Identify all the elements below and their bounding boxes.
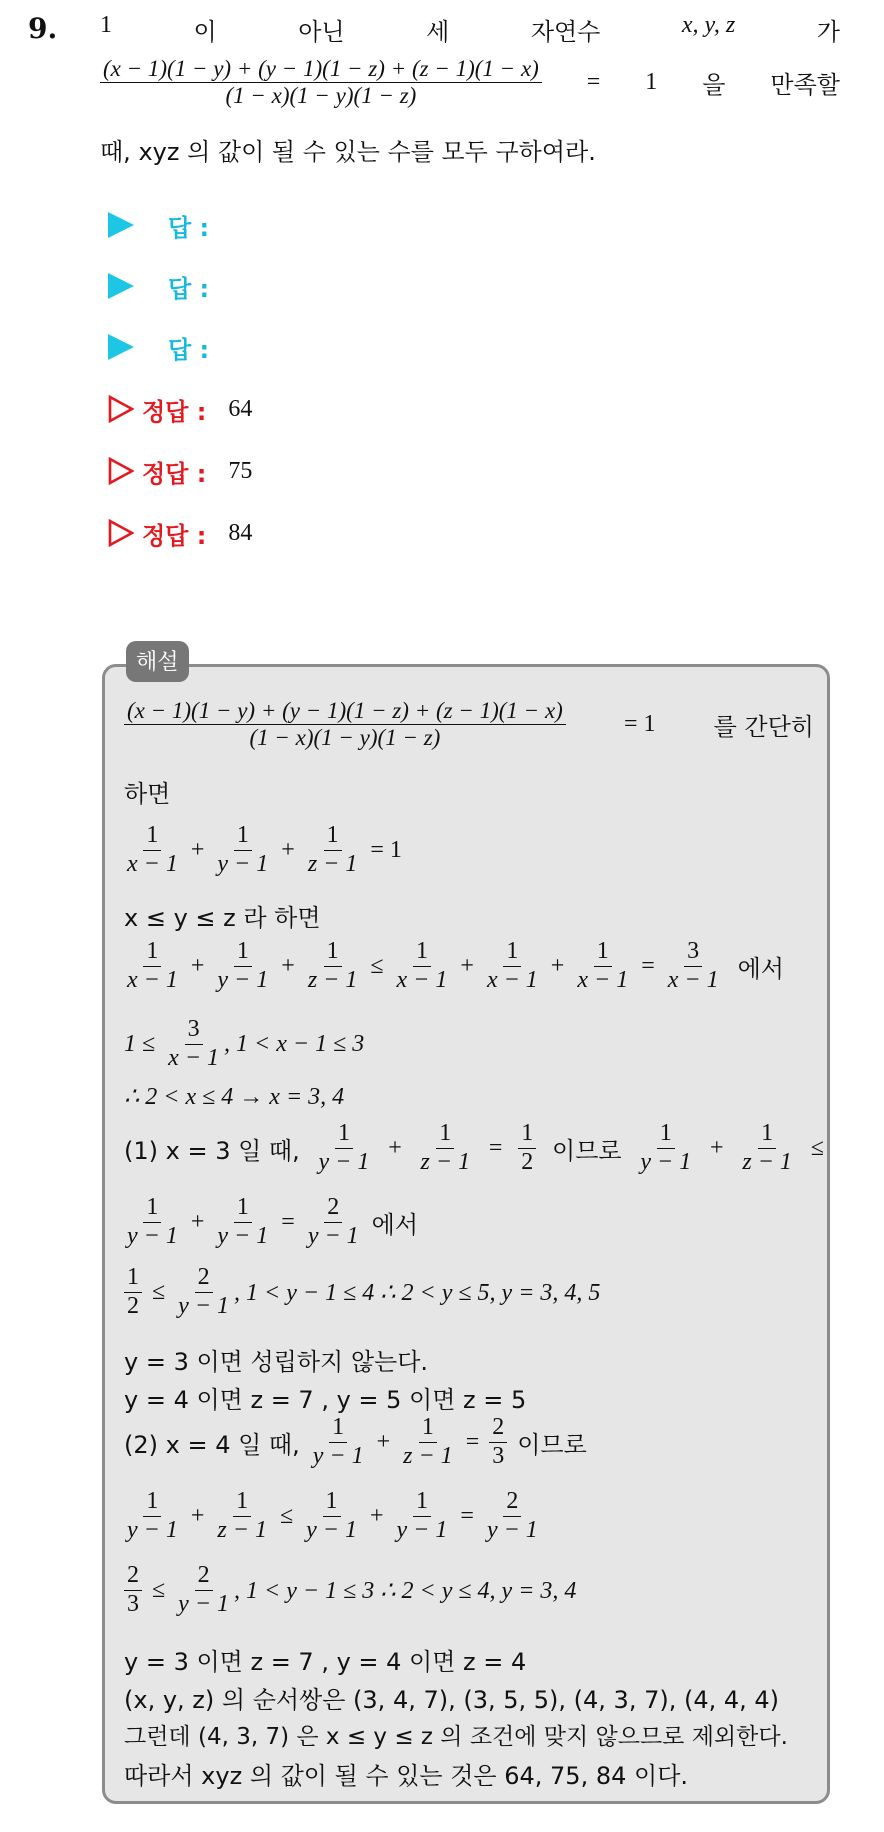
fraction-denominator: (1 − x)(1 − y)(1 − z) (225, 83, 417, 109)
fraction (305, 822, 361, 878)
fraction-denominator: x − 1 (667, 966, 719, 993)
answer-label: 답 : (168, 335, 210, 364)
fraction-denominator: y − 1 (640, 1148, 692, 1175)
solution-line-17: (x, y, z) 의 순서쌍은 (3, 4, 7), (3, 5, 5), (4, 3, 7), (4, 4, 4) (124, 1686, 780, 1714)
fraction (316, 1120, 373, 1176)
fraction-numerator: 1 (518, 1120, 536, 1149)
fraction-numerator: 3 (684, 938, 702, 967)
play-triangle-icon (108, 334, 134, 360)
fraction-denominator: x − 1 (577, 966, 629, 993)
inequality-tail: , 1 < y − 1 ≤ 4 ∴ 2 < y ≤ 5, y = 3, 4, 5 (234, 1279, 601, 1306)
fraction-denominator: x − 1 (127, 850, 178, 877)
fraction (124, 1562, 142, 1618)
fraction (124, 822, 181, 878)
correct-answer-row (108, 454, 252, 488)
fraction (518, 1120, 536, 1176)
fraction (489, 1414, 507, 1470)
fraction-numerator: 2 (324, 1194, 342, 1223)
plus-sign: + (550, 952, 565, 979)
fraction-denominator: y − 1 (306, 1516, 357, 1543)
fraction (214, 822, 271, 878)
fraction-numerator: 1 (143, 1488, 161, 1517)
correct-answer-row (108, 392, 252, 426)
fraction-denominator: x − 1 (486, 966, 538, 993)
equals-sign: = (281, 1208, 295, 1235)
plus-sign: + (190, 1502, 205, 1529)
fraction (665, 938, 722, 994)
solution-line-5 (124, 938, 784, 994)
play-triangle-icon (108, 273, 134, 299)
fraction-denominator: y − 1 (312, 1442, 364, 1469)
answer-blank-row[interactable] (108, 269, 209, 303)
fraction-denominator: x − 1 (127, 966, 178, 993)
fraction-denominator: z − 1 (742, 1148, 792, 1175)
fraction-denominator: z − 1 (217, 1516, 267, 1543)
fraction (124, 1264, 142, 1320)
plus-sign: + (460, 952, 474, 979)
fraction-numerator: 1 (324, 938, 342, 967)
solution-line-9 (124, 1194, 418, 1250)
fraction-denominator: y − 1 (318, 1148, 370, 1175)
equals-one: = 1 (370, 836, 402, 863)
solution-line-8 (124, 1120, 824, 1176)
equals-sign: = (460, 1502, 474, 1529)
plus-sign: + (376, 1428, 391, 1455)
solution-line-18: 그런데 (4, 3, 7) 은 x ≤ y ≤ z 의 조건에 맞지 않으므로 제외한다. (124, 1724, 788, 1750)
fraction-numerator: 1 (234, 938, 252, 967)
fraction-denominator: z − 1 (307, 966, 358, 993)
equals-sign: = (641, 952, 655, 979)
fraction-numerator: 1 (143, 822, 161, 851)
correct-label: 정답 : (142, 521, 207, 550)
fraction (574, 938, 631, 994)
fraction-numerator: 1 (124, 1264, 142, 1293)
fraction-denominator: z − 1 (420, 1148, 471, 1175)
solution-text: 이므로 (517, 1430, 587, 1459)
fraction-denominator: y − 1 (217, 850, 269, 877)
number-one: 1 (645, 69, 658, 96)
fraction-numerator: 1 (419, 1414, 437, 1443)
solution-line-3 (124, 822, 402, 878)
fraction (124, 1194, 181, 1250)
fraction-denominator: (1 − x)(1 − y)(1 − z) (249, 725, 441, 751)
solution-line-2: 하면 (124, 780, 171, 808)
answer-blank-row[interactable] (108, 330, 209, 364)
fraction-denominator: z − 1 (307, 850, 358, 877)
leq-sign: ≤ (279, 1502, 294, 1529)
solution-line-14 (124, 1488, 541, 1544)
correct-answer-row (108, 516, 252, 550)
fraction (305, 1194, 362, 1250)
fraction-numerator: 1 (503, 938, 521, 967)
fraction (124, 938, 181, 994)
fraction (214, 1194, 271, 1250)
outline-triangle-icon (108, 395, 134, 423)
fraction-denominator: 3 (492, 1442, 505, 1469)
fraction (484, 938, 541, 994)
inequality-head: 1 ≤ (124, 1030, 156, 1057)
fraction-numerator: 1 (143, 938, 161, 967)
solution-text: 이므로 (552, 1136, 622, 1165)
fraction-numerator: 2 (195, 1562, 213, 1591)
fraction (418, 1120, 474, 1176)
problem-word: 을 (702, 71, 726, 100)
fraction-numerator: 1 (413, 938, 431, 967)
fraction-denominator: y − 1 (396, 1516, 448, 1543)
solution-text: 에서 (371, 1210, 419, 1239)
solution-line-15 (124, 1562, 576, 1618)
answer-blank-row[interactable] (108, 208, 209, 242)
fraction-denominator: y − 1 (217, 1222, 269, 1249)
plus-sign: + (710, 1134, 724, 1161)
solution-line-12: y = 4 이면 z = 7 , y = 5 이면 z = 5 (124, 1386, 527, 1414)
fraction-numerator: 1 (329, 1414, 347, 1443)
solution-line-13 (124, 1414, 587, 1470)
correct-label: 정답 : (142, 459, 207, 488)
fraction-numerator: (x − 1)(1 − y) + (y − 1)(1 − z) + (z − 1)(1 − x) (100, 56, 542, 83)
problem-word: 이 (193, 18, 217, 46)
problem-word: x, y, z (681, 12, 736, 38)
fraction (394, 938, 451, 994)
fraction-numerator: 1 (594, 938, 612, 967)
correct-value: 75 (228, 457, 253, 484)
plus-sign: + (190, 1208, 205, 1235)
main-fraction (100, 56, 542, 110)
fraction (310, 1414, 367, 1470)
solution-text: 를 간단히 (713, 713, 814, 742)
fraction (637, 1120, 694, 1176)
fraction-numerator: 1 (234, 1194, 252, 1223)
solution-line-6 (124, 1016, 364, 1072)
fraction-denominator: y − 1 (486, 1516, 538, 1543)
solution-line-19: 따라서 xyz 의 값이 될 수 있는 것은 64, 75, 84 이다. (124, 1762, 689, 1790)
fraction-denominator: x − 1 (168, 1044, 220, 1071)
fraction-denominator: y − 1 (178, 1590, 230, 1617)
solution-tag: 해설 (126, 641, 189, 682)
plus-sign: + (369, 1502, 384, 1529)
fraction-denominator: x − 1 (396, 966, 448, 993)
fraction (394, 1488, 451, 1544)
problem-line-1 (100, 12, 840, 47)
fraction-denominator: z − 1 (403, 1442, 453, 1469)
equals-one: = 1 (623, 711, 656, 738)
fraction-numerator: 1 (413, 1488, 431, 1517)
equals-sign: = (586, 69, 601, 96)
outline-triangle-icon (108, 519, 134, 547)
fraction-numerator: 1 (657, 1120, 675, 1149)
correct-value: 84 (228, 519, 253, 546)
problem-line-3: 때, xyz 의 값이 될 수 있는 수를 모두 구하여라. (100, 138, 596, 166)
problem-word: 세 (426, 18, 450, 46)
inequality-tail: , 1 < y − 1 ≤ 3 ∴ 2 < y ≤ 4, y = 3, 4 (234, 1577, 577, 1604)
solution-line-11: y = 3 이면 성립하지 않는다. (124, 1348, 429, 1376)
fraction-denominator: 2 (521, 1148, 534, 1175)
fraction-denominator: y − 1 (307, 1222, 359, 1249)
case-heading: (1) x = 3 일 때, (124, 1136, 300, 1165)
fraction (175, 1264, 232, 1320)
problem-word: 만족할 (770, 71, 840, 100)
fraction (303, 1488, 360, 1544)
problem-word: 자연수 (530, 18, 601, 46)
fraction-denominator: y − 1 (127, 1222, 178, 1249)
leq-sign: ≤ (370, 952, 384, 979)
fraction-numerator: 1 (324, 822, 342, 851)
correct-label: 정답 : (142, 397, 207, 426)
fraction (214, 1488, 270, 1544)
fraction-numerator: (x − 1)(1 − y) + (y − 1)(1 − z) + (z − 1)(1 − x) (124, 698, 566, 725)
fraction-numerator: 2 (124, 1562, 142, 1591)
fraction-denominator: 3 (127, 1590, 139, 1617)
problem-word: 1 (100, 12, 112, 38)
problem-line-2 (100, 56, 840, 110)
problem-word: 가 (816, 18, 840, 46)
solution-main-fraction (124, 698, 566, 752)
problem-word: 아닌 (298, 18, 345, 46)
fraction-numerator: 1 (758, 1120, 776, 1149)
solution-line-4: x ≤ y ≤ z 라 하면 (124, 904, 321, 932)
solution-line-16: y = 3 이면 z = 7 , y = 4 이면 z = 4 (124, 1648, 527, 1676)
fraction-numerator: 1 (335, 1120, 353, 1149)
answer-label: 답 : (168, 274, 210, 303)
solution-line-10 (124, 1264, 600, 1320)
question-number: 9. (28, 12, 58, 45)
fraction (305, 938, 361, 994)
correct-value: 64 (228, 395, 253, 422)
fraction (124, 1488, 181, 1544)
leq-sign: ≤ (152, 1576, 166, 1603)
leq-sign: ≤ (810, 1134, 824, 1161)
fraction (214, 938, 271, 994)
solution-line-1 (124, 698, 814, 752)
leq-sign: ≤ (152, 1278, 166, 1305)
fraction-numerator: 1 (323, 1488, 341, 1517)
inequality-tail: , 1 < x − 1 ≤ 3 (224, 1030, 365, 1057)
fraction-numerator: 3 (185, 1016, 203, 1045)
solution-line-7: ∴ 2 < x ≤ 4 → x = 3, 4 (124, 1084, 345, 1110)
plus-sign: + (190, 952, 205, 979)
fraction (175, 1562, 232, 1618)
case-heading: (2) x = 4 일 때, (124, 1430, 300, 1459)
fraction-numerator: 2 (195, 1264, 213, 1293)
fraction-numerator: 1 (233, 1488, 251, 1517)
plus-sign: + (281, 952, 295, 979)
fraction-denominator: y − 1 (178, 1292, 230, 1319)
plus-sign: + (281, 836, 295, 863)
outline-triangle-icon (108, 457, 134, 485)
fraction (165, 1016, 222, 1072)
fraction-numerator: 2 (503, 1488, 521, 1517)
fraction-numerator: 1 (234, 822, 252, 851)
fraction (484, 1488, 541, 1544)
equals-sign: = (488, 1134, 503, 1161)
fraction-denominator: y − 1 (127, 1516, 178, 1543)
plus-sign: + (190, 836, 205, 863)
fraction-numerator: 1 (143, 1194, 161, 1223)
equals-sign: = (465, 1428, 480, 1455)
fraction-numerator: 1 (436, 1120, 454, 1149)
answer-label: 답 : (168, 213, 210, 242)
fraction-numerator: 2 (489, 1414, 507, 1443)
plus-sign: + (388, 1134, 402, 1161)
solution-text: 에서 (737, 954, 784, 983)
fraction-denominator: y − 1 (217, 966, 269, 993)
play-triangle-icon (108, 212, 134, 238)
fraction (400, 1414, 456, 1470)
fraction-denominator: 2 (127, 1292, 139, 1319)
fraction (739, 1120, 795, 1176)
